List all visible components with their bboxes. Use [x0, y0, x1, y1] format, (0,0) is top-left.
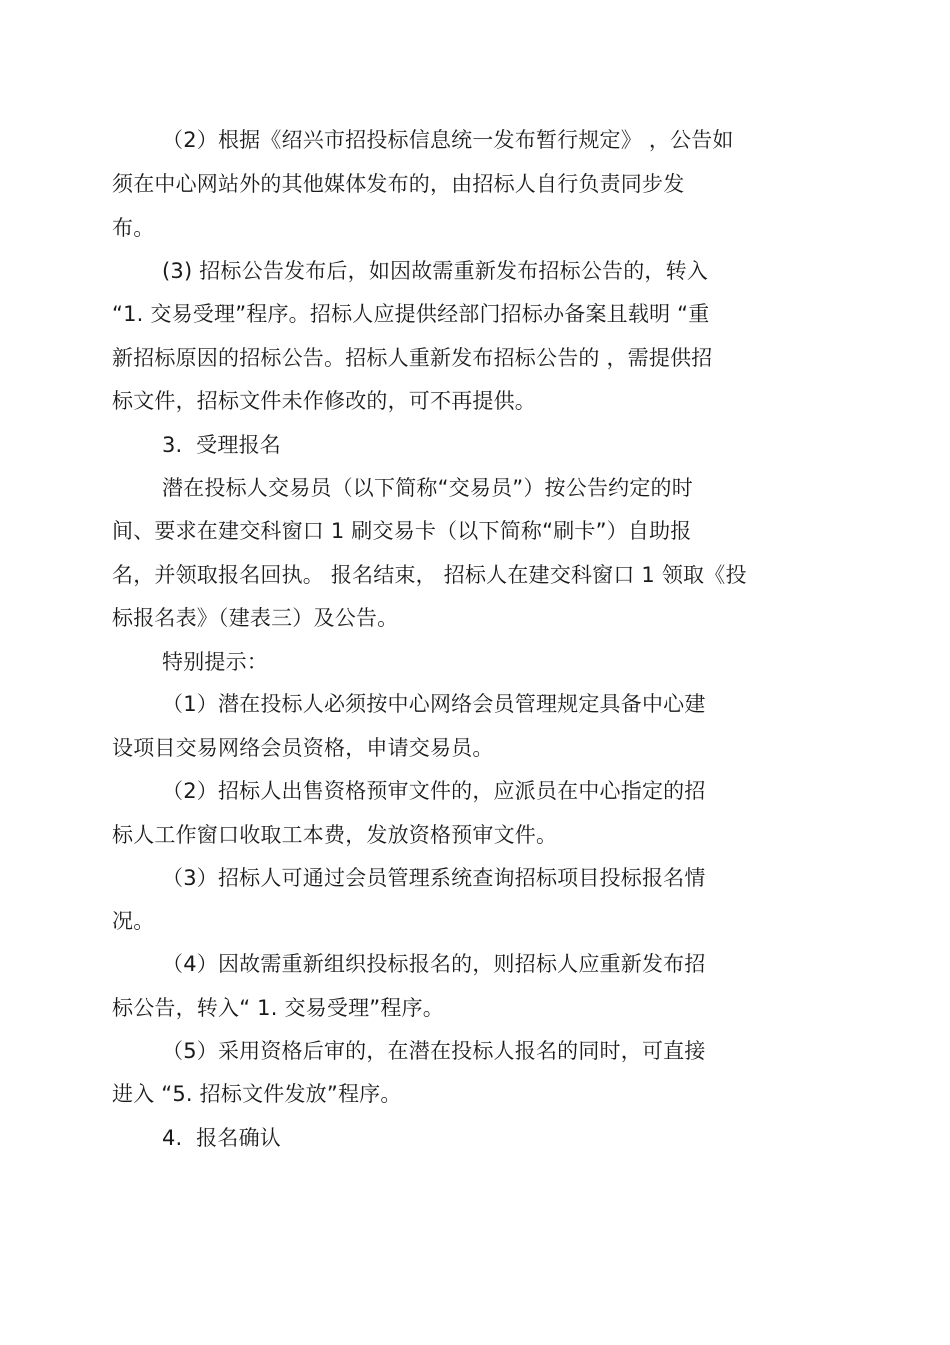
- text-line-15: 设项目交易网络会员资格，申请交易员。: [112, 736, 494, 760]
- text-line-11: 名，并领取报名回执。 报名结束， 招标人在建交科窗口 1 领取《投: [112, 563, 747, 587]
- text-line-19: 况。: [112, 909, 155, 933]
- text-line-2: 须在中心网站外的其他媒体发布的，由招标人自行负责同步发: [112, 172, 685, 196]
- text-line-4: (3) 招标公告发布后，如因故需重新发布招标公告的，转入: [162, 259, 709, 283]
- text-line-17: 标人工作窗口收取工本费，发放资格预审文件。: [112, 823, 558, 847]
- text-line-18: （3）招标人可通过会员管理系统查询招标项目投标报名情: [162, 866, 706, 890]
- text-line-22: （5）采用资格后审的，在潜在投标人报名的同时，可直接: [162, 1039, 706, 1063]
- text-line-14: （1）潜在投标人必须按中心网络会员管理规定具备中心建: [162, 692, 706, 716]
- text-line-12: 标报名表》（建表三）及公告。: [112, 606, 399, 630]
- text-line-16: （2）招标人出售资格预审文件的，应派员在中心指定的招: [162, 779, 706, 803]
- text-line-9: 潜在投标人交易员（以下简称“交易员”）按公告约定的时: [162, 476, 693, 500]
- text-line-5: “1. 交易受理”程序。招标人应提供经部门招标办备案且载明 “重: [112, 302, 710, 326]
- text-line-23: 进入 “5. 招标文件发放”程序。: [112, 1082, 402, 1106]
- text-line-10: 间、要求在建交科窗口 1 刷交易卡（以下简称“刷卡”）自助报: [112, 519, 692, 543]
- text-line-3: 布。: [112, 216, 155, 240]
- section-heading-4: 4. 报名确认: [162, 1126, 281, 1150]
- text-line-6: 新招标原因的招标公告。招标人重新发布招标公告的 ，需提供招: [112, 346, 713, 370]
- text-line-1: （2）根据《绍兴市招投标信息统一发布暂行规定》 ，公告如: [162, 128, 734, 152]
- text-line-20: （4）因故需重新组织投标报名的，则招标人应重新发布招: [162, 952, 706, 976]
- text-line-7: 标文件，招标文件未作修改的，可不再提供。: [112, 389, 536, 413]
- section-heading-3: 3. 受理报名: [162, 433, 281, 457]
- special-note-heading: 特别提示：: [162, 650, 268, 674]
- text-line-21: 标公告，转入“ 1. 交易受理”程序。: [112, 996, 444, 1020]
